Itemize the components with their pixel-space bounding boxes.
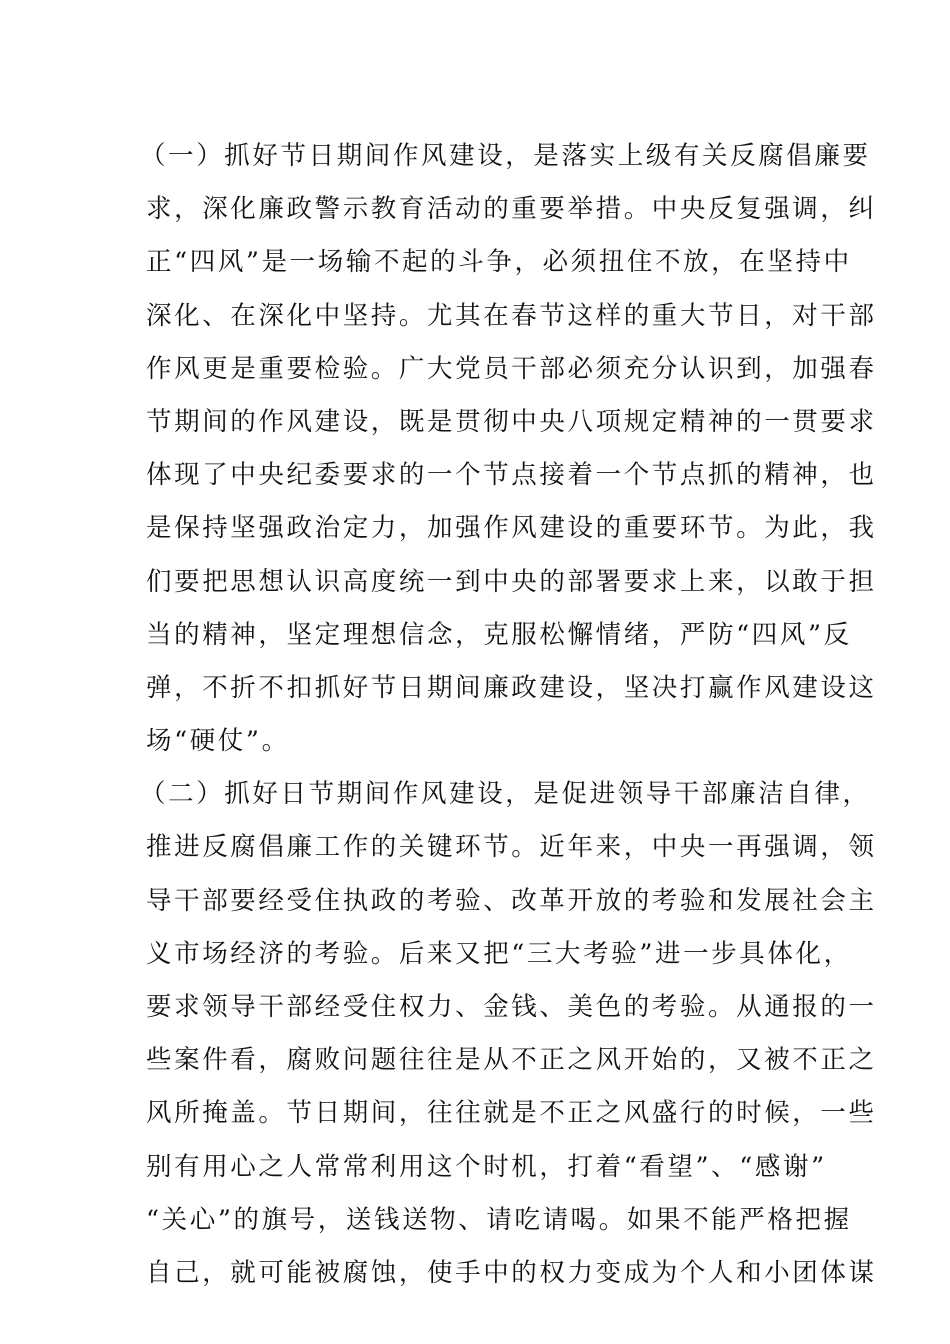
text-line: 自己，就可能被腐蚀，使手中的权力变成为个人和小团体谋 (146, 1257, 877, 1288)
text-line: 深化、在深化中坚持。尤其在春节这样的重大节日，对干部 (146, 300, 877, 331)
text-line: 体现了中央纪委要求的一个节点接着一个节点抓的精神，也 (146, 460, 877, 491)
text-line: 导干部要经受住执政的考验、改革开放的考验和发展社会主 (146, 885, 877, 916)
text-line: （一）抓好节日期间作风建设，是落实上级有关反腐倡廉要 (140, 141, 871, 171)
text-line: “关心”的旗号，送钱送物、请吃请喝。如果不能严格把握 (146, 1204, 852, 1235)
text-line: 弹，不折不扣抓好节日期间廉政建设，坚决打赢作风建设这 (146, 672, 877, 703)
text-line: 场“硬仗”。 (146, 726, 290, 757)
paragraph-1 (140, 130, 877, 768)
text-line: 作风更是重要检验。广大党员干部必须充分认识到，加强春 (146, 353, 877, 384)
paragraph-2 (140, 768, 877, 1300)
text-line: 求，深化廉政警示教育活动的重要举措。中央反复强调，纠 (146, 194, 877, 225)
text-line: 正“四风”是一场输不起的斗争，必须扭住不放，在坚持中 (146, 247, 852, 278)
document-body (140, 130, 877, 1300)
text-line: 是保持坚强政治定力，加强作风建设的重要环节。为此，我 (146, 513, 877, 544)
text-line: 义市场经济的考验。后来又把“三大考验”进一步具体化， (146, 938, 852, 969)
text-line: 们要把思想认识高度统一到中央的部署要求上来，以敢于担 (146, 566, 877, 597)
text-line: 当的精神，坚定理想信念，克服松懈情绪，严防“四风”反 (146, 619, 852, 650)
text-line: 要求领导干部经受住权力、金钱、美色的考验。从通报的一 (146, 992, 877, 1022)
text-line: 风所掩盖。节日期间，往往就是不正之风盛行的时候，一些 (146, 1098, 877, 1129)
text-line: （二）抓好日节期间作风建设，是促进领导干部廉洁自律， (140, 779, 871, 810)
text-line: 些案件看，腐败问题往往是从不正之风开始的，又被不正之 (146, 1045, 877, 1076)
text-line: 推进反腐倡廉工作的关键环节。近年来，中央一再强调，领 (146, 832, 877, 863)
text-line: 别有用心之人常常利用这个时机，打着“看望”、“感谢” (146, 1151, 827, 1182)
text-line: 节期间的作风建设，既是贯彻中央八项规定精神的一贯要求 (146, 406, 877, 437)
